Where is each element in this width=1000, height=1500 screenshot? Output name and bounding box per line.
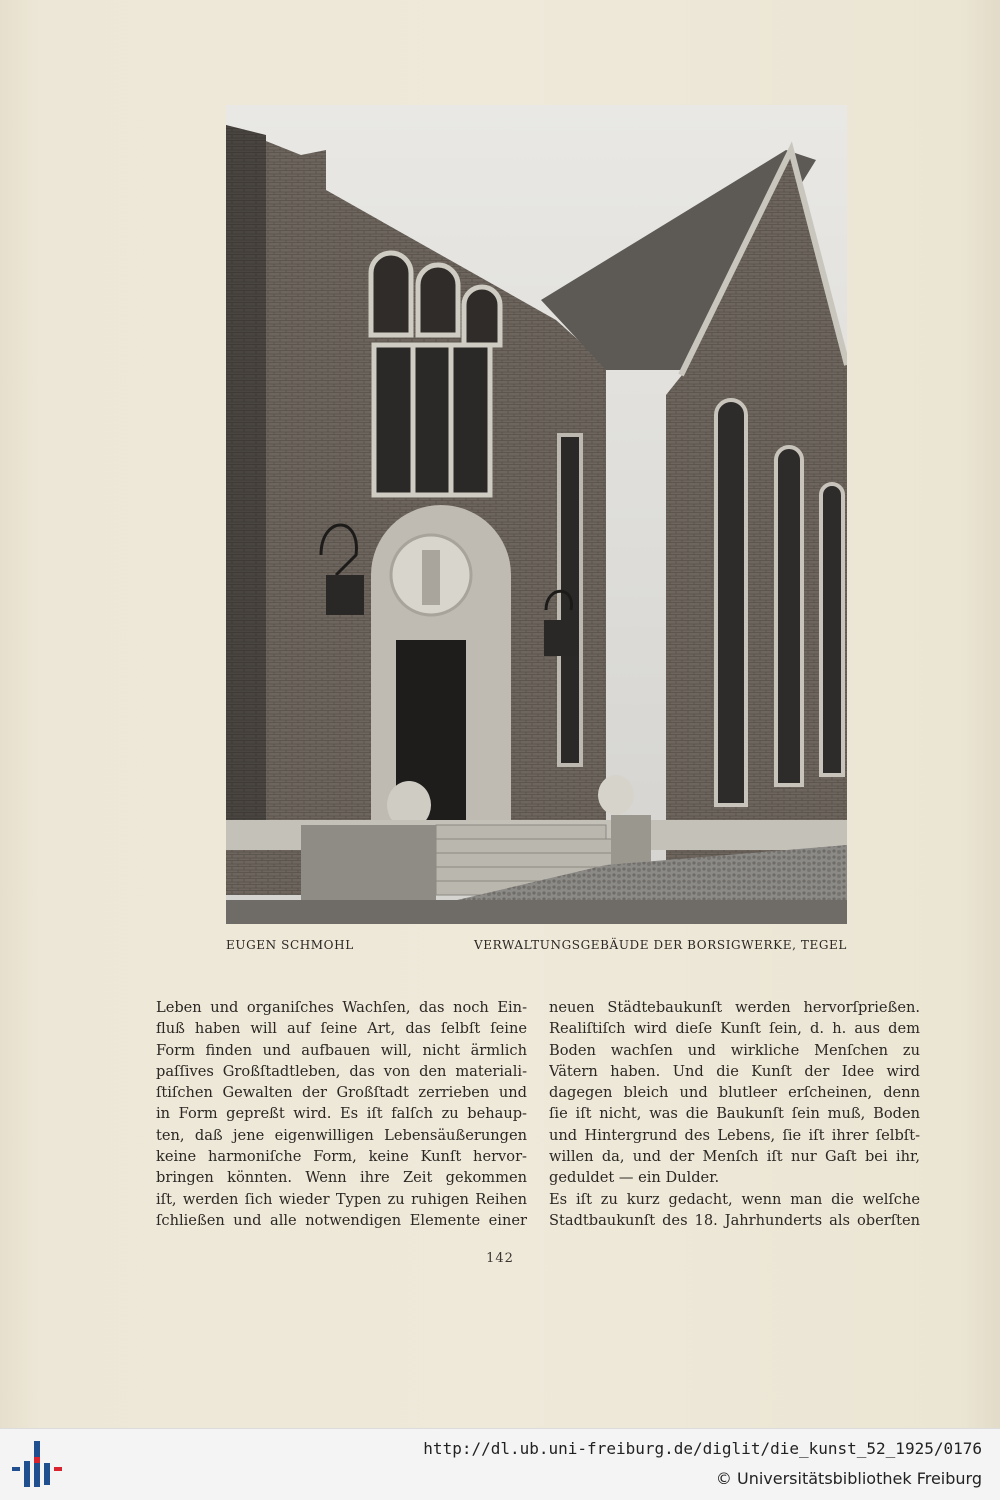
text-line: Es iſt zu kurz gedacht, wenn man die welſche bbox=[549, 1190, 920, 1208]
caption-title: VERWALTUNGSGEBÄUDE DER BORSIGWERKE, TEGEL bbox=[473, 938, 847, 952]
ub-freiburg-logo-icon bbox=[10, 1439, 66, 1489]
photo-caption bbox=[226, 938, 847, 956]
text-line: ten, daß jene eigenwilligen Lebensäußerungen bbox=[156, 1126, 527, 1144]
text-line: paſſives Großſtadtleben, das von den materiali- bbox=[156, 1062, 527, 1080]
text-line: Realiſtiſch wird dieſe Kunſt ſein, d. h. aus dem bbox=[549, 1020, 920, 1038]
digitization-footer bbox=[0, 1428, 1000, 1500]
text-line: bringen könnten. Wenn ihre Zeit gekommen bbox=[156, 1169, 527, 1187]
text-line: und Hintergrund des Lebens, ſie iſt ihrer ſelbſt- bbox=[549, 1126, 920, 1144]
text-line: willen da, und der Menſch iſt nur Gaſt bei ihr, bbox=[549, 1148, 920, 1166]
page-number: 142 bbox=[486, 1251, 514, 1266]
text-line: ſchließen und alle notwendigen Elemente einer bbox=[156, 1211, 527, 1229]
text-line: fluß haben will auf ſeine Art, das ſelbſt ſeine bbox=[156, 1020, 527, 1038]
text-line: geduldet — ein Dulder. bbox=[549, 1169, 720, 1187]
text-line: Form finden und aufbauen will, nicht ärmlich bbox=[156, 1041, 527, 1059]
text-column-left bbox=[156, 997, 527, 1231]
permalink-url[interactable]: http://dl.ub.uni-freiburg.de/diglit/die_kunst_52_1925/0176 bbox=[423, 1439, 982, 1458]
text-line: Stadtbaukunſt des 18. Jahrhunderts als oberſten bbox=[549, 1211, 920, 1229]
caption-architect: EUGEN SCHMOHL bbox=[226, 938, 354, 952]
building-photograph bbox=[226, 105, 847, 924]
text-line: dagegen bleich und blutleer erſcheinen, denn bbox=[549, 1084, 920, 1102]
text-line: ſtiſchen Gewalten der Großſtadt zerrieben und bbox=[156, 1084, 527, 1102]
copyright-notice: © Universitätsbibliothek Freiburg bbox=[715, 1469, 982, 1488]
text-line: Boden wachſen und wirkliche Menſchen zu bbox=[549, 1041, 920, 1059]
text-line: ſie iſt nicht, was die Baukunſt ſein muß, Boden bbox=[549, 1105, 920, 1123]
text-line: in Form gepreßt wird. Es iſt falſch zu behaup- bbox=[156, 1105, 527, 1123]
text-line: Leben und organiſches Wachſen, das noch Ein- bbox=[156, 999, 527, 1016]
text-column-right bbox=[549, 997, 920, 1231]
text-line: Vätern haben. Und die Kunſt der Idee wird bbox=[549, 1062, 920, 1080]
text-line: iſt, werden ſich wieder Typen zu ruhigen Reihen bbox=[156, 1190, 527, 1208]
text-line: neuen Städtebaukunſt werden hervorſprießen. bbox=[549, 999, 920, 1016]
text-line: keine harmoniſche Form, keine Kunſt hervor- bbox=[156, 1148, 527, 1166]
